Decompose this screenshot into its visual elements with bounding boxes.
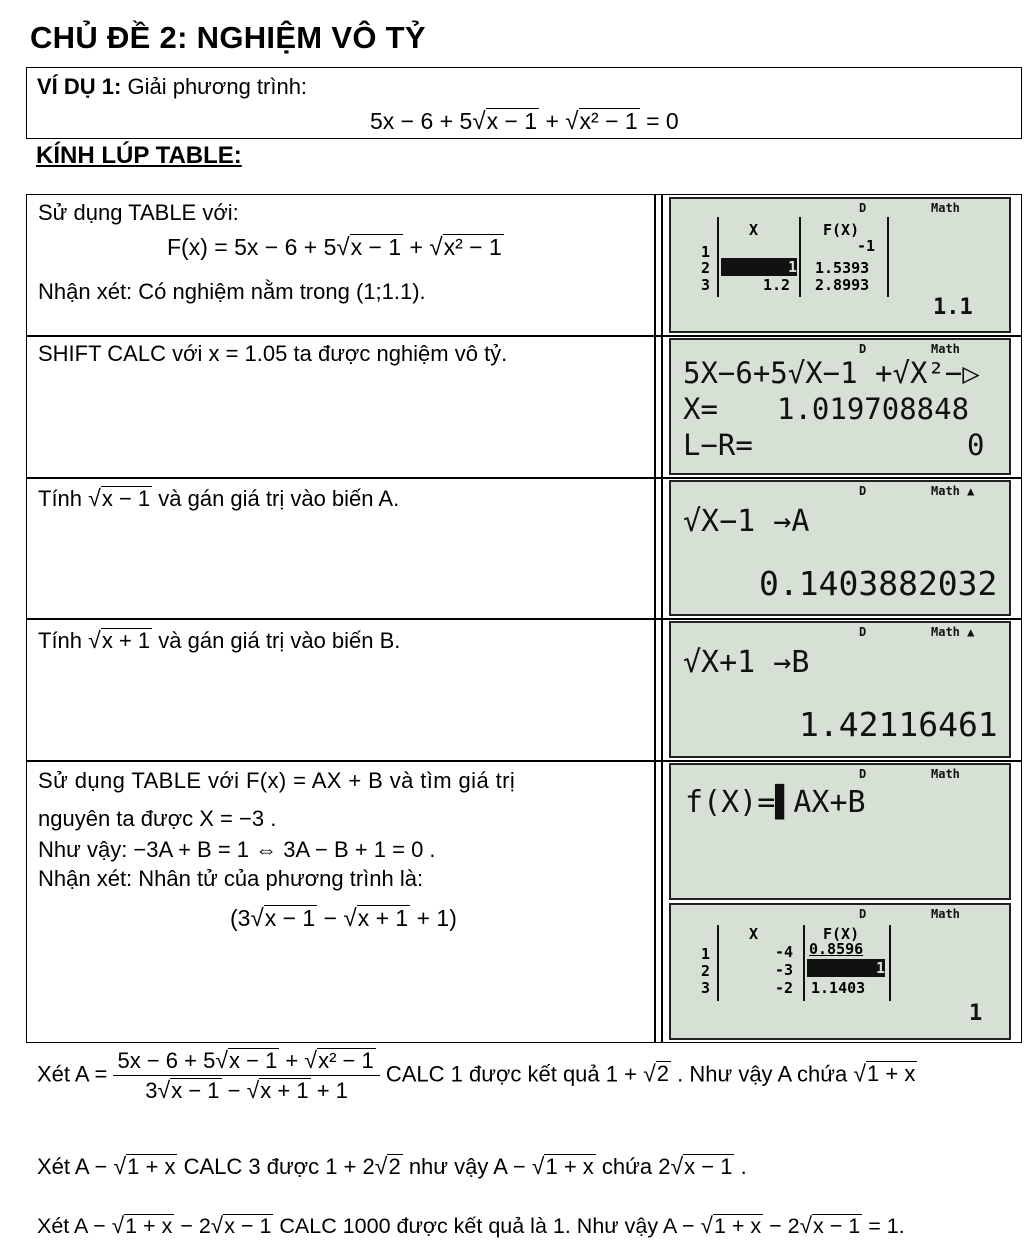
formula-part: −: [317, 905, 344, 931]
table-border: [717, 925, 719, 1001]
example-equation: [370, 108, 679, 136]
row2-line1: SHIFT CALC với x = 1.05 ta được nghiệm vô tỷ.: [38, 341, 508, 366]
radicand: 1 + x: [125, 1214, 173, 1238]
calc-screen-store-b: [669, 621, 1011, 758]
table-rownum: 1: [701, 945, 711, 963]
table-cell-selected: 1: [721, 258, 797, 276]
solve-lr-label: L−R=: [683, 428, 753, 462]
radicand: x − 1: [264, 905, 316, 931]
sqrt-sign-icon: √: [374, 1153, 388, 1179]
text-part: − 2: [174, 1214, 211, 1238]
row1-line3: Nhận xét: Có nghiệm nằm trong (1;1.1).: [38, 279, 426, 304]
bottom-line-2: [37, 1153, 747, 1180]
sqrt-sign-icon: √: [88, 627, 101, 653]
sqrt-sign-icon: √: [343, 905, 357, 932]
radicand: x + 1: [101, 628, 151, 653]
sqrt-sign-icon: √: [472, 108, 486, 135]
radicand: 1 + x: [127, 1154, 176, 1179]
text-part: và gán giá trị vào biến A.: [152, 486, 400, 511]
table-rownum: 1: [701, 243, 711, 261]
table-rownum: 3: [701, 979, 711, 997]
sqrt-sign-icon: √: [157, 1077, 171, 1103]
row-divider: [27, 760, 1021, 762]
function-expression: f(X)=▌AX+B: [685, 785, 866, 820]
fraction: [113, 1047, 379, 1104]
row1-line1: Sử dụng TABLE với:: [38, 200, 239, 225]
row5-factor: [230, 905, 457, 932]
d-indicator-icon: D: [859, 201, 867, 215]
table-cell-selected: 1: [807, 959, 885, 977]
row5-line1: Sử dụng TABLE với F(x) = AX + B và tìm giá trị: [38, 768, 516, 793]
sqrt-sign-icon: √: [304, 1047, 318, 1073]
math-indicator: Math: [931, 907, 960, 921]
table-cell: 0.8596: [809, 940, 864, 958]
table-rownum: 2: [701, 259, 711, 277]
row1-formula: [167, 234, 504, 261]
calc-screen-table-1: [669, 197, 1011, 333]
radicand: x − 1: [229, 1048, 278, 1073]
sqrt-sign-icon: √: [111, 1213, 125, 1238]
text-part: . Như vậy A chứa: [671, 1061, 854, 1087]
table-rownum: 2: [701, 962, 711, 980]
sqrt-sign-icon: √: [210, 1213, 224, 1238]
sqrt-sign-icon: √: [643, 1060, 656, 1087]
page-title: CHỦ ĐỀ 2: NGHIỆM VÔ TỶ: [30, 20, 426, 55]
text-part: Tính: [38, 486, 89, 511]
eq-part: 5x − 6 + 5: [370, 108, 473, 134]
row5-line3: Như vậy: −3A + B = 1 ⇔ 3A − B + 1 = 0 .: [38, 837, 436, 862]
store-b-value: 1.42116461: [799, 705, 998, 744]
sqrt-sign-icon: √: [429, 234, 443, 261]
table-border: [803, 925, 805, 1001]
text-part: = 1.: [862, 1214, 905, 1238]
sqrt-sign-icon: √: [250, 905, 264, 932]
radicand: x + 1: [357, 905, 409, 931]
solve-x-value: 1.019708848: [777, 392, 970, 426]
table-current-value: 1.1: [933, 295, 973, 320]
text-part: Xét A −: [37, 1214, 112, 1238]
table-cell: -2: [775, 979, 794, 997]
store-a-expression: √X−1 →A: [683, 504, 810, 539]
text-part: chứa 2: [595, 1154, 671, 1179]
formula-part: (3: [230, 905, 251, 931]
eq-part: +: [539, 108, 566, 134]
sqrt-sign-icon: √: [88, 485, 101, 511]
radicand: x − 1: [486, 108, 538, 134]
radicand: x² − 1: [443, 234, 502, 260]
row-divider: [27, 618, 1021, 620]
fraction-denominator: [113, 1076, 379, 1104]
sqrt-sign-icon: √: [113, 1153, 127, 1179]
text-part: − 2: [763, 1214, 800, 1238]
math-indicator: Math: [931, 767, 960, 781]
table-cell: -4: [775, 943, 794, 961]
radicand: x − 1: [684, 1154, 733, 1179]
example-box: [26, 67, 1022, 139]
table-cell: 2.8993: [815, 276, 870, 294]
table-rownum: 3: [701, 276, 711, 294]
text-part: CALC 1 được kết quả 1 +: [379, 1061, 644, 1087]
example-label: [37, 74, 307, 100]
formula-part: + 1): [410, 905, 457, 931]
text-part: + 1: [310, 1078, 348, 1103]
text-part: 5x − 6 + 5: [117, 1048, 216, 1073]
radicand: x − 1: [171, 1078, 220, 1103]
radicand: x + 1: [260, 1078, 309, 1103]
text-part: và gán giá trị vào biến B.: [152, 628, 401, 653]
table-border: [887, 217, 889, 297]
d-indicator-icon: D: [859, 625, 867, 639]
solve-lr-value: 0: [967, 428, 985, 462]
text-part: Tính: [38, 628, 89, 653]
store-a-value: 0.1403882032: [759, 564, 998, 603]
text-part: Xét A =: [37, 1061, 114, 1087]
sqrt-sign-icon: √: [799, 1213, 813, 1238]
table-cell: -3: [775, 961, 794, 979]
table-current-value: 1: [969, 1001, 983, 1026]
radicand: 1 + x: [713, 1214, 762, 1238]
formula-part: F(x) = 5x − 6 + 5: [167, 234, 337, 260]
steps-table: [26, 194, 1022, 1043]
row4-line1: [38, 627, 400, 654]
d-indicator-icon: D: [859, 767, 867, 781]
example-label-bold: VÍ DỤ 1:: [37, 74, 122, 99]
row5-line4: Nhận xét: Nhân tử của phương trình là:: [38, 866, 424, 891]
sqrt-sign-icon: √: [336, 234, 350, 261]
math-indicator: Math ▲: [931, 484, 975, 498]
table-header-f: F(X): [823, 925, 860, 943]
text-part: −: [221, 1078, 247, 1103]
radicand: x² − 1: [579, 108, 638, 134]
table-header-x: X: [749, 221, 759, 239]
sqrt-sign-icon: √: [531, 1153, 545, 1179]
row-divider: [27, 477, 1021, 479]
calc-screen-function: [669, 763, 1011, 900]
radicand: 1 + x: [867, 1061, 916, 1087]
bottom-line-1: [37, 1047, 917, 1104]
radicand: 2: [388, 1154, 401, 1179]
radicand: x − 1: [101, 486, 151, 511]
table-cell: 1.1403: [811, 979, 866, 997]
table-border: [717, 217, 719, 297]
eq-part: = 0: [639, 108, 679, 134]
d-indicator-icon: D: [859, 484, 867, 498]
sqrt-sign-icon: √: [700, 1213, 713, 1238]
sqrt-sign-icon: √: [215, 1047, 228, 1073]
d-indicator-icon: D: [859, 342, 867, 356]
text-part: CALC 3 được 1 + 2: [177, 1154, 375, 1179]
sqrt-sign-icon: √: [565, 108, 579, 135]
calc-screen-solve: [669, 338, 1011, 475]
fraction-numerator: [113, 1047, 379, 1076]
example-label-text: Giải phương trình:: [121, 74, 308, 99]
radicand: x² − 1: [318, 1048, 374, 1073]
math-indicator: Math ▲: [931, 625, 975, 639]
row5-line2: nguyên ta được X = −3 .: [38, 806, 277, 831]
table-border: [799, 217, 801, 297]
d-indicator-icon: D: [859, 907, 867, 921]
text-part: CALC 1000 được kết quả là 1. Như vậy A −: [273, 1214, 701, 1238]
math-indicator: Math: [931, 342, 960, 356]
text-part: .: [734, 1154, 747, 1179]
table-header-f: F(X): [823, 221, 860, 239]
math-indicator: Math: [931, 201, 960, 215]
table-header-x: X: [749, 925, 759, 943]
sqrt-sign-icon: √: [853, 1060, 867, 1087]
solve-expression: 5X−6+5√X−1 +√X²−▷: [683, 356, 980, 390]
formula-part: +: [403, 234, 430, 260]
sqrt-sign-icon: √: [670, 1153, 684, 1179]
table-cell: 1.2: [763, 276, 791, 294]
solve-x-label: X=: [683, 392, 718, 426]
table-border: [889, 925, 891, 1001]
calc-screen-table-2: [669, 903, 1011, 1040]
radicand: 2: [656, 1061, 670, 1087]
radicand: 1 + x: [545, 1154, 594, 1179]
calc-screen-store-a: [669, 480, 1011, 616]
sqrt-sign-icon: √: [246, 1077, 260, 1103]
store-b-expression: √X+1 →B: [683, 645, 810, 680]
text-part: như vậy A −: [402, 1154, 532, 1179]
section-heading: KÍNH LÚP TABLE:: [36, 142, 242, 169]
radicand: x − 1: [813, 1214, 861, 1238]
radicand: x − 1: [350, 234, 402, 260]
radicand: x − 1: [224, 1214, 272, 1238]
text-part: +: [279, 1048, 305, 1073]
table-cell: 1.5393: [815, 259, 870, 277]
text-part: 3: [145, 1078, 158, 1103]
text-part: Xét A −: [37, 1154, 114, 1179]
row-divider: [27, 335, 1021, 337]
table-cell: -1: [857, 237, 876, 255]
bottom-line-3: [37, 1213, 905, 1239]
row3-line1: [38, 485, 399, 512]
